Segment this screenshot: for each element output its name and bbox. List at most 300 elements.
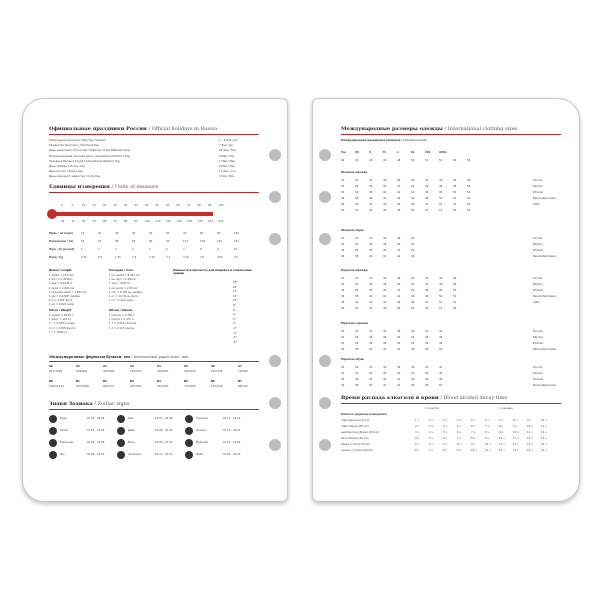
size-cell: 32 xyxy=(341,185,345,188)
country-label: Россия xyxy=(533,179,543,182)
alcohol-value: 4 ч xyxy=(457,419,462,422)
size-cell: 46 xyxy=(383,209,387,212)
size-header-cell: S xyxy=(369,151,371,154)
paper-dimensions: 74x105 xyxy=(238,370,248,373)
conversion-value: 2.25 xyxy=(149,256,155,259)
binder-hole xyxy=(269,149,281,161)
size-cell: 36 xyxy=(355,289,359,292)
area-row: 1 га = 2,471 акра xyxy=(109,299,133,303)
alcohol-value: 11 ч xyxy=(485,449,491,452)
zodiac-sign-icon xyxy=(117,451,125,459)
fahrenheit-tick: 158 xyxy=(187,220,192,223)
size-cell: 36 xyxy=(355,191,359,194)
country-label: Европа xyxy=(533,185,543,188)
alcohol-value: 5 ч xyxy=(429,437,434,440)
size-cell: 40 xyxy=(383,289,387,292)
conversion-value: 70 xyxy=(183,232,187,235)
size-cell: 36 xyxy=(341,348,345,351)
alcohol-rule xyxy=(341,403,561,404)
holiday-date: 4 Ноя / Nov xyxy=(219,175,235,179)
length-row: 1 мм = 0,03937 дюйма xyxy=(49,295,80,298)
size-cell: 42 xyxy=(411,372,415,375)
size-header-cell: XS xyxy=(355,151,359,154)
country-label: Италия xyxy=(533,249,543,252)
binder-hole xyxy=(319,149,331,161)
zodiac-sign-icon xyxy=(49,439,57,447)
paper-format: B1 xyxy=(76,380,80,383)
alcohol-value: 9 ч xyxy=(527,419,532,422)
fahrenheit-tick: 212 xyxy=(218,220,224,223)
zodiac-sign-icon xyxy=(117,415,125,423)
size-cell: 40 xyxy=(383,378,387,381)
zodiac-dates: 22.12 - 20.01 xyxy=(223,429,241,432)
fahrenheit-tick: 140 xyxy=(176,220,182,223)
size-cell: 48 xyxy=(439,342,443,345)
conversion-value: 1.35 xyxy=(115,256,121,259)
size-cell: 42 xyxy=(397,191,401,194)
size-cell: 48 xyxy=(439,378,443,381)
size-cell: 46 xyxy=(453,179,457,182)
alcohol-value: 5 ч xyxy=(471,419,476,422)
celsius-tick: 90 xyxy=(208,204,212,207)
size-cell: 46 xyxy=(439,283,443,286)
size-cell: 44 xyxy=(411,378,415,381)
size-cell: 36 xyxy=(341,255,345,258)
size-cell: 40 xyxy=(397,336,401,339)
size-cell: 56 xyxy=(453,307,457,310)
zodiac-dates: 24.09 - 23.10 xyxy=(155,441,173,444)
size-cell: 44 xyxy=(411,249,415,252)
alcohol-value: 2 ч xyxy=(429,419,434,422)
fahrenheit-tick: 104 xyxy=(145,220,150,223)
size-cell: 52 xyxy=(425,209,429,212)
size-cell: 54 xyxy=(439,209,443,212)
paper-dimensions: 594x841 xyxy=(76,370,88,373)
alcohol-value: 2 ч xyxy=(415,425,420,428)
conversion-value: 80 xyxy=(200,232,204,235)
alcohol-value: 11 ч xyxy=(541,425,547,428)
alcohol-value: 9 ч xyxy=(513,425,518,428)
size-cell: 34 xyxy=(355,185,359,188)
clothing-rule xyxy=(341,134,561,135)
conversion-value: 0.9 xyxy=(98,256,103,259)
alcohol-value: 13 ч xyxy=(527,443,533,446)
size-cell: 42 xyxy=(383,348,387,351)
women-shoes-heading: Женская обувь xyxy=(341,229,364,232)
alcohol-value: 13 ч xyxy=(513,449,519,452)
size-cell: 36 xyxy=(341,384,345,387)
conversion-value: 10 xyxy=(81,232,85,235)
size-cell: 40 xyxy=(397,372,401,375)
country-label: Россия xyxy=(533,277,543,280)
alcohol-value: 10 ч xyxy=(513,431,519,434)
size-cell: 34 xyxy=(369,277,373,280)
size-cell: 34 xyxy=(369,330,373,333)
size-cell: 42 xyxy=(383,384,387,387)
size-header-cell: XXXL xyxy=(439,151,447,154)
zodiac-sign-icon xyxy=(185,451,193,459)
size-cell: 52 xyxy=(467,191,471,194)
misc-row: 6° xyxy=(233,308,236,312)
size-cell: 34 xyxy=(341,289,345,292)
alcohol-value: 15 ч xyxy=(541,449,547,452)
size-value: 50 xyxy=(411,159,415,162)
alcohol-value: 9 ч xyxy=(485,437,490,440)
size-cell: 32 xyxy=(355,179,359,182)
size-cell: 42 xyxy=(383,295,387,298)
size-cell: 40 xyxy=(355,301,359,304)
men-shoes-heading: Мужская обувь xyxy=(341,358,365,361)
size-cell: 48 xyxy=(439,191,443,194)
size-cell: 48 xyxy=(467,179,471,182)
size-cell: 54 xyxy=(453,301,457,304)
alcohol-value: 9 ч xyxy=(471,443,476,446)
holiday-date: 12 Июн / Jun xyxy=(219,170,236,174)
size-cell: 40 xyxy=(341,209,345,212)
size-cell: 38 xyxy=(383,283,387,286)
binder-hole xyxy=(269,355,281,367)
size-cell: 50 xyxy=(453,289,457,292)
weight-row: 1 унция = 28,35 г xyxy=(49,314,74,317)
size-cell: 36 xyxy=(369,336,373,339)
size-cell: 38 xyxy=(369,249,373,252)
holiday-name: День народного единства / Unity Day xyxy=(49,175,101,179)
misc-row: 12° xyxy=(233,294,238,298)
area-row: 1 кв. фут = 0,093 м² xyxy=(109,278,137,282)
conversion-value: 4 xyxy=(132,248,134,251)
alcohol-value: 13 ч xyxy=(541,437,547,440)
size-cell: 46 xyxy=(411,295,415,298)
holiday-date: 1 – 8 Янв / Jan xyxy=(219,139,238,142)
conversion-value: 10 xyxy=(234,248,238,251)
zodiac-dates: 21.03 - 20.04 xyxy=(87,417,105,420)
alcohol-value: 6 ч xyxy=(457,431,462,434)
size-cell: 44 xyxy=(397,295,401,298)
zodiac-name: Рыбы xyxy=(196,453,204,456)
size-cell: 48 xyxy=(453,283,457,286)
size-cell: 38 xyxy=(397,366,401,369)
size-cell: 38 xyxy=(383,185,387,188)
zodiac-name: Весы xyxy=(128,441,135,444)
size-cell: 42 xyxy=(383,255,387,258)
paper-dimensions: 420x594 xyxy=(103,370,115,373)
paper-format: A7 xyxy=(238,365,242,368)
size-cell: 36 xyxy=(369,185,373,188)
size-cell: 48 xyxy=(425,295,429,298)
alcohol-value: 10 ч xyxy=(471,449,477,452)
holiday-date: 1 Май / May xyxy=(219,159,235,163)
size-cell: 38 xyxy=(397,237,401,240)
zodiac-name: Близнецы xyxy=(60,441,74,444)
alcohol-value: 12 ч xyxy=(513,443,519,446)
size-cell: 36 xyxy=(383,277,387,280)
size-value: 58 xyxy=(467,159,471,162)
size-cell: 44 xyxy=(397,197,401,200)
size-cell: 42 xyxy=(425,277,429,280)
size-cell: 40 xyxy=(411,237,415,240)
size-cell: 42 xyxy=(411,185,415,188)
celsius-tick: 35 xyxy=(134,204,138,207)
alcohol-value: 4 ч xyxy=(415,437,420,440)
alcohol-drink: коньяк (стопка 100 мл) xyxy=(341,449,373,452)
size-cell: 40 xyxy=(383,342,387,345)
size-header-cell: L xyxy=(397,151,399,154)
paper-dimensions: 500x707 xyxy=(103,385,115,388)
paper-format: A3 xyxy=(130,365,134,368)
size-cell: 32 xyxy=(341,243,345,246)
size-cell: 38 xyxy=(355,384,359,387)
zodiac-sign-icon xyxy=(49,415,57,423)
size-cell: 38 xyxy=(369,342,373,345)
size-cell: 42 xyxy=(369,301,373,304)
alcohol-value: 1 ч xyxy=(415,419,420,422)
alcohol-value: 7 ч xyxy=(499,419,504,422)
country-label: Италия xyxy=(533,378,543,381)
zodiac-sign-icon xyxy=(49,451,57,459)
holiday-date: 23 Фев / Feb xyxy=(219,149,236,153)
holiday-name: День защитника Отечества / Defender of the Fatherland Day xyxy=(49,149,131,153)
celsius-tick: 10 xyxy=(82,204,86,207)
size-cell: 40 xyxy=(397,185,401,188)
conversion-value: 90 xyxy=(217,232,221,235)
fahrenheit-tick: 50 xyxy=(82,220,86,223)
binder-hole xyxy=(269,191,281,203)
size-cell: 32 xyxy=(341,336,345,339)
paper-dimensions: 707x1000 xyxy=(76,385,90,388)
size-cell: 46 xyxy=(439,185,443,188)
holiday-name: День Победы / Victory Day xyxy=(49,165,85,168)
size-cell: 50 xyxy=(439,295,443,298)
size-cell: 46 xyxy=(439,372,443,375)
binder-hole xyxy=(269,233,281,245)
size-cell: 36 xyxy=(369,243,373,246)
alcohol-value: 12 ч xyxy=(499,449,505,452)
alcohol-value: 6 ч xyxy=(415,449,420,452)
size-header-cell: M xyxy=(383,151,386,154)
size-cell: 30 xyxy=(341,366,345,369)
alcohol-value: 14 ч xyxy=(527,449,533,452)
fahrenheit-tick: 32 xyxy=(61,220,65,223)
alcohol-value: 6 ч xyxy=(429,443,434,446)
conversion-value: 64 xyxy=(132,240,136,243)
zodiac-sign-icon xyxy=(117,427,125,435)
conversion-value: 5 xyxy=(149,248,151,251)
holiday-date: 9 Май / May xyxy=(219,165,235,168)
alcohol-title: Время распада алкоголя в крови / Blood alcohol decay time xyxy=(341,395,508,401)
country-label: Европа xyxy=(533,283,543,286)
paper-dimensions: 105x148 xyxy=(211,370,223,373)
size-cell: 48 xyxy=(439,289,443,292)
alcohol-value: 7 ч xyxy=(485,425,490,428)
zodiac-dates: 23.07 - 23.08 xyxy=(155,417,173,420)
celsius-tick: 80 xyxy=(197,204,201,207)
holidays-title: Официальные праздники России / Official holidays in Russia xyxy=(49,126,218,132)
size-cell: 34 xyxy=(341,378,345,381)
zodiac-dates: 21.01 - 19.02 xyxy=(223,441,241,444)
size-cell: 56 xyxy=(453,209,457,212)
size-cell: 32 xyxy=(355,237,359,240)
conversion-value: 7 xyxy=(183,248,185,251)
length-row: 1 дюйм = 25,4 мм xyxy=(49,274,74,277)
alcohol-value: 10 ч xyxy=(485,443,491,446)
size-cell: 44 xyxy=(397,384,401,387)
size-cell: 48 xyxy=(425,197,429,200)
country-label: Европа xyxy=(533,336,543,339)
size-cell: 40 xyxy=(397,283,401,286)
paper-format: A4 xyxy=(157,365,161,368)
paper-format: A6 xyxy=(211,365,215,368)
conversion-value: 100 xyxy=(234,232,239,235)
fahrenheit-tick: 122 xyxy=(166,220,171,223)
country-label: США xyxy=(533,203,540,206)
size-cell: 38 xyxy=(383,372,387,375)
size-cell: 50 xyxy=(467,185,471,188)
holiday-name: Международный женский день / International Women's Day xyxy=(49,154,131,158)
size-cell: 32 xyxy=(355,330,359,333)
size-cell: 40 xyxy=(369,384,373,387)
size-header-cell: XXL xyxy=(425,151,431,154)
fahrenheit-tick: 77 xyxy=(113,220,117,223)
size-cell: 36 xyxy=(383,330,387,333)
intl-sizes-subtitle: Международная маркировка размеров / International sizes xyxy=(341,139,427,142)
size-cell: 34 xyxy=(341,249,345,252)
length-row: 1 морская миля = 1,852 км xyxy=(49,290,87,294)
fahrenheit-tick: 59 xyxy=(92,220,96,223)
alcohol-value: 7 ч xyxy=(443,443,448,446)
zodiac-sign-icon xyxy=(117,439,125,447)
size-cell: 34 xyxy=(341,342,345,345)
size-cell: 38 xyxy=(397,277,401,280)
size-cell: 40 xyxy=(411,277,415,280)
length-heading: Длина / Length xyxy=(49,269,72,272)
size-cell: 44 xyxy=(411,191,415,194)
conversion-value: 8 xyxy=(200,248,202,251)
size-cell: 42 xyxy=(397,378,401,381)
length-row: 1 миля = 1,609 км xyxy=(49,286,74,290)
celsius-tick: 5 xyxy=(71,204,74,207)
size-value: 40 xyxy=(341,159,345,162)
size-cell: 46 xyxy=(439,336,443,339)
zodiac-dates: 24.10 - 22.11 xyxy=(155,453,173,456)
size-cell: 44 xyxy=(425,283,429,286)
size-cell: 40 xyxy=(411,366,415,369)
size-cell: 38 xyxy=(341,301,345,304)
size-value: 44 xyxy=(369,159,373,162)
misc-row: -4° xyxy=(233,331,237,335)
conversion-value: 161 xyxy=(234,240,239,243)
size-cell: 46 xyxy=(411,384,415,387)
country-label: Великобритания xyxy=(533,384,556,387)
alcohol-value: 5 ч xyxy=(457,425,462,428)
conversion-value: 48 xyxy=(115,240,119,243)
size-cell: 48 xyxy=(397,307,401,310)
size-cell: 42 xyxy=(397,342,401,345)
conversion-value: 50 xyxy=(149,232,153,235)
size-cell: 44 xyxy=(383,301,387,304)
size-cell: 42 xyxy=(425,366,429,369)
zodiac-dates: 24.08 - 23.09 xyxy=(155,429,173,432)
paper-format: B7 xyxy=(238,380,242,383)
alcohol-value: 8 ч xyxy=(499,425,504,428)
conversion-value: 60 xyxy=(166,232,170,235)
fahrenheit-tick: 86 xyxy=(124,220,128,223)
size-cell: 40 xyxy=(341,307,345,310)
holiday-date: 8 Мар / Mar xyxy=(219,154,235,158)
paper-rule xyxy=(49,361,259,362)
misc-row: 14° xyxy=(233,290,238,294)
alcohol-value: 5 ч xyxy=(443,431,448,434)
zodiac-rule xyxy=(49,409,259,410)
alcohol-value: 5 ч xyxy=(415,443,420,446)
size-cell: 44 xyxy=(439,366,443,369)
length-row: 1 м = 3,281 фута xyxy=(49,299,73,303)
alcohol-value: 8 ч xyxy=(513,419,518,422)
size-cell: 54 xyxy=(439,307,443,310)
conversion-value: 97 xyxy=(166,240,170,243)
paper-format: B4 xyxy=(157,380,161,383)
conversion-value: 3.15 xyxy=(183,256,189,259)
size-cell: 38 xyxy=(369,289,373,292)
size-cell: 30 xyxy=(341,237,345,240)
alcohol-value: 8 ч xyxy=(443,449,448,452)
size-cell: 44 xyxy=(439,179,443,182)
size-cell: 44 xyxy=(383,203,387,206)
alcohol-value: 8 ч xyxy=(485,431,490,434)
area-row: 1 см² = 0,155 кв. дюйма xyxy=(109,290,142,294)
country-label: Великобритания xyxy=(533,295,556,298)
holiday-name: Новогодние каникулы / New Year holidays xyxy=(49,139,106,142)
country-label: Италия xyxy=(533,191,543,194)
alcohol-value: 8 ч xyxy=(457,443,462,446)
size-cell: 42 xyxy=(411,336,415,339)
country-label: Великобритания xyxy=(533,197,556,200)
fahrenheit-tick: 41 xyxy=(71,220,75,223)
size-value: 46 xyxy=(383,159,387,162)
holiday-date: 7 Янв / Jan xyxy=(219,144,234,148)
zodiac-name: Лев xyxy=(128,417,134,420)
alcohol-value: 4 ч xyxy=(429,431,434,434)
misc-row: 8° xyxy=(233,304,236,307)
misc-row: 16° xyxy=(233,285,238,289)
size-cell: 48 xyxy=(425,348,429,351)
fahrenheit-tick: 113 xyxy=(155,220,161,223)
area-row: 1 акр = 4047 м² xyxy=(109,282,131,286)
alcohol-drink: вино (бокал 150 мл) xyxy=(341,437,369,440)
fahrenheit-tick: 194 xyxy=(208,220,213,223)
holiday-name: Праздник Весны и Труда / International Workers' Day xyxy=(49,159,121,163)
conversion-label: Кило / kg xyxy=(49,256,63,259)
size-cell: 38 xyxy=(397,330,401,333)
size-cell: 50 xyxy=(425,203,429,206)
size-cell: 46 xyxy=(411,348,415,351)
holiday-name: День России / Russia Day xyxy=(49,170,83,174)
size-cell: 42 xyxy=(383,197,387,200)
alcohol-value: 12 ч xyxy=(527,437,533,440)
size-cell: 48 xyxy=(411,301,415,304)
size-cell: 34 xyxy=(369,179,373,182)
size-cell: 36 xyxy=(383,179,387,182)
country-label: Россия xyxy=(533,237,543,240)
weight-row: 1 кг = 2,205 фунта xyxy=(49,326,76,330)
size-cell: 38 xyxy=(383,243,387,246)
paper-format: B2 xyxy=(103,380,107,383)
units-rule xyxy=(49,192,259,193)
size-cell: 36 xyxy=(355,342,359,345)
size-cell: 48 xyxy=(425,384,429,387)
size-cell: 44 xyxy=(425,185,429,188)
size-cell: 36 xyxy=(383,237,387,240)
alcohol-value: 6 ч xyxy=(443,437,448,440)
